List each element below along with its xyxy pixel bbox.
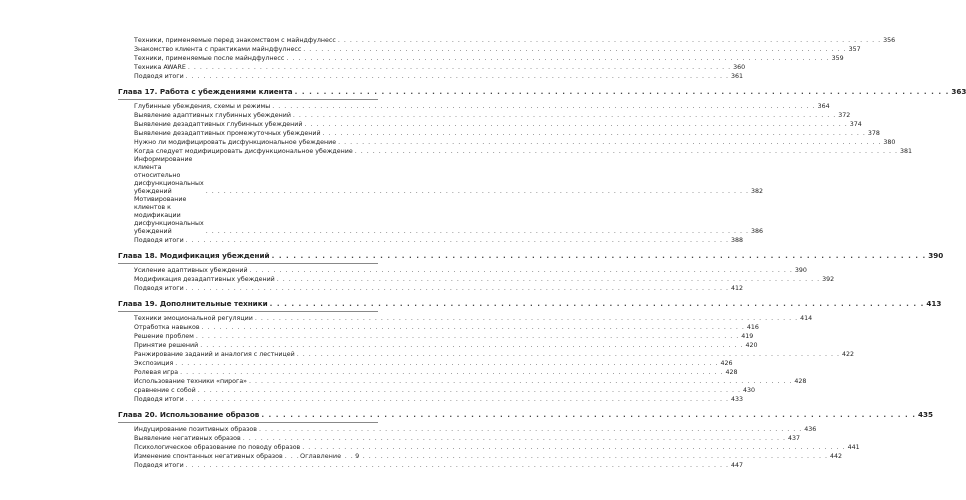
chapter-title: Глава 20. Использование образов: [118, 410, 260, 419]
toc-entry: [118, 147, 913, 156]
entry-page: 356: [883, 37, 896, 44]
entry-title: Подводя итоги: [134, 237, 184, 244]
entry-title: Выявление адаптивных глубинных убеждений: [134, 112, 291, 119]
toc-entry: [118, 386, 756, 395]
chapter-heading: [118, 86, 966, 97]
toc-entry: [118, 359, 733, 368]
toc-entry: [118, 72, 743, 81]
toc-entry: [118, 314, 813, 323]
entry-page: 372: [838, 112, 851, 119]
entry-page: 441: [847, 444, 860, 451]
table-of-contents: [118, 36, 966, 470]
toc-entry: [118, 111, 851, 120]
chapter-page: 413: [926, 299, 942, 308]
entry-page: 380: [883, 139, 896, 146]
entry-page: 420: [745, 342, 758, 349]
toc-entry: [118, 138, 896, 147]
toc-entry: [118, 275, 835, 284]
page-number: 9: [355, 452, 360, 460]
entry-page: 422: [842, 351, 855, 358]
toc-entry: [118, 434, 801, 443]
entry-title: сравнение с собой: [134, 387, 196, 394]
entry-page: 357: [848, 46, 861, 53]
toc-entry: [118, 350, 855, 359]
page-footer: [300, 452, 359, 460]
toc-entry: [118, 156, 764, 196]
entry-page: 428: [725, 369, 738, 376]
entry-title: Психологическое образование по поводу образов: [134, 444, 301, 451]
entry-title: Подводя итоги: [134, 73, 184, 80]
chapter-divider: [118, 422, 378, 423]
toc-entry: [118, 196, 764, 236]
entry-title: Знакомство клиента с практиками майндфулнесс: [134, 46, 302, 53]
toc-entry: [118, 425, 817, 434]
toc-entry: [118, 368, 738, 377]
footer-section: Оглавление: [300, 452, 342, 460]
entry-title: Отработка навыков: [134, 324, 200, 331]
toc-entry: [118, 284, 743, 293]
toc-entry: [118, 266, 807, 275]
chapter-title: Глава 18. Модификация убеждений: [118, 251, 270, 260]
chapter-page: 363: [951, 87, 966, 96]
chapter-heading: [118, 298, 942, 309]
toc-entry: [118, 443, 860, 452]
chapter-page: 435: [918, 410, 934, 419]
entry-page: 447: [730, 462, 743, 469]
entry-title: Выявление дезадаптивных промежуточных убеждений: [134, 130, 321, 137]
toc-entry: [118, 36, 896, 45]
entry-title: Техника AWARE: [134, 64, 186, 71]
entry-page: 433: [730, 396, 743, 403]
chapter-title: Глава 19. Дополнительные техники: [118, 299, 268, 308]
entry-page: 412: [730, 285, 743, 292]
entry-page: 388: [730, 237, 743, 244]
entry-title: Подводя итоги: [134, 396, 184, 403]
entry-page: 359: [831, 55, 844, 62]
entry-title: Ролевая игра: [134, 369, 179, 376]
toc-entry: [118, 120, 862, 129]
entry-title: Техники, применяемые перед знакомством с майндфулнесс: [134, 37, 336, 44]
entry-title: Подводя итоги: [134, 285, 184, 292]
toc-entry: [118, 102, 830, 111]
entry-page: 437: [788, 435, 801, 442]
entry-page: 386: [751, 228, 764, 235]
entry-page: 364: [817, 103, 830, 110]
entry-page: 374: [849, 121, 862, 128]
entry-title: Техники эмоциональной регуляции: [134, 315, 253, 322]
entry-title: Принятие решений: [134, 342, 199, 349]
entry-page: 428: [794, 378, 807, 385]
chapter-divider: [118, 99, 378, 100]
entry-page: 416: [746, 324, 759, 331]
entry-title: Изменение спонтанных негативных образов: [134, 453, 283, 460]
toc-entry: [118, 461, 743, 470]
entry-title: Ранжирование заданий и аналогия с лестницей: [134, 351, 295, 358]
entry-title: Подводя итоги: [134, 462, 184, 469]
toc-entry: [118, 395, 743, 404]
entry-page: 436: [804, 426, 817, 433]
entry-title: Модификация дезадаптивных убеждений: [134, 276, 275, 283]
toc-entry: [118, 45, 861, 54]
chapter-page: 390: [928, 251, 944, 260]
entry-title: Техники, применяемые после майндфулнесс: [134, 55, 285, 62]
entry-title: Нужно ли модифицировать дисфункциональное убеждение: [134, 139, 337, 146]
entry-title: Использование техники «пирога»: [134, 378, 248, 385]
entry-title: Выявление дезадаптивных глубинных убеждений: [134, 121, 303, 128]
entry-page: 382: [750, 188, 764, 195]
entry-title: Глубинные убеждения, схемы и режимы: [134, 103, 271, 110]
toc-entry: [118, 323, 759, 332]
entry-title: Экспозиция: [134, 360, 174, 367]
top-entries: [118, 36, 896, 81]
entry-page: 419: [741, 333, 754, 340]
chapter-divider: [118, 311, 378, 312]
entry-page: 430: [743, 387, 756, 394]
entry-page: 390: [794, 267, 807, 274]
entry-title: Индуцирование позитивных образов: [134, 426, 257, 433]
toc-entry: [118, 63, 746, 72]
entry-page: 361: [730, 73, 743, 80]
toc-entry: [118, 341, 758, 350]
chapter-title: Глава 17. Работа с убеждениями клиента: [118, 87, 293, 96]
entry-title: Усиление адаптивных убеждений: [134, 267, 248, 274]
entry-title: Мотивирование клиентов к модификации дисфункциональных убеждений: [134, 196, 204, 235]
entry-title: Решение проблем: [134, 333, 194, 340]
toc-entry: [118, 236, 743, 245]
chapter-divider: [118, 263, 378, 264]
toc-entry: [118, 332, 754, 341]
chapter-heading: [118, 409, 934, 420]
entry-page: 360: [733, 64, 746, 71]
entry-title: Когда следует модифицировать дисфункциональное убеждение: [134, 148, 353, 155]
entry-title: Выявление негативных образов: [134, 435, 241, 442]
toc-entry: [118, 54, 844, 63]
entry-page: 378: [867, 130, 880, 137]
chapter-heading: [118, 250, 944, 261]
entry-page: 442: [830, 453, 843, 460]
entry-title: Информирование клиента относительно дисфункциональных убеждений: [134, 156, 204, 195]
entry-page: 414: [800, 315, 813, 322]
toc-entry: [118, 129, 880, 138]
entry-page: 392: [822, 276, 835, 283]
entry-page: 426: [720, 360, 733, 367]
entry-page: 381: [900, 148, 913, 155]
toc-entry: [118, 377, 807, 386]
